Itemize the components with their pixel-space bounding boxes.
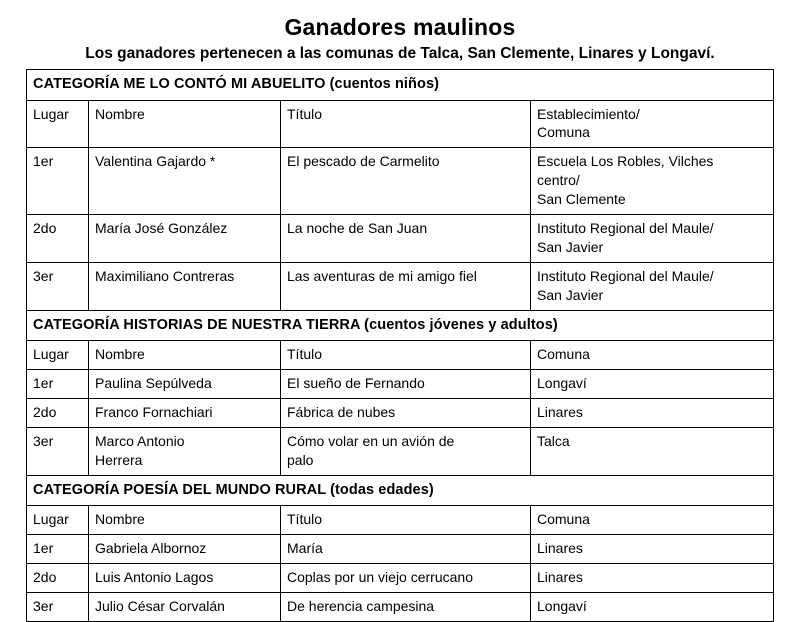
cell-titulo: Coplas por un viejo cerrucano xyxy=(281,563,531,592)
cell-comuna: Talca xyxy=(531,427,774,475)
cell-comuna-line1: Instituto Regional del Maule/ xyxy=(537,220,714,237)
table-row xyxy=(27,563,774,592)
column-header-lugar: Lugar xyxy=(27,506,89,535)
cell-titulo-line1: Cómo volar en un avión de xyxy=(287,432,455,449)
section-heading-row xyxy=(27,70,774,101)
cell-titulo: El sueño de Fernando xyxy=(281,370,531,399)
cell-comuna: Longaví xyxy=(531,592,774,621)
table-row xyxy=(27,592,774,621)
table-row xyxy=(27,427,774,475)
column-header-nombre: Nombre xyxy=(89,341,281,370)
cell-lugar: 1er xyxy=(27,148,89,215)
cell-nombre: Paulina Sepúlveda xyxy=(89,370,281,399)
cell-titulo-line2: palo xyxy=(287,451,314,468)
column-header-line2: Comuna xyxy=(537,124,590,141)
cell-titulo: De herencia campesina xyxy=(281,592,531,621)
section-heading: CATEGORÍA ME LO CONTÓ MI ABUELITO (cuentos niños) xyxy=(27,70,774,101)
cell-nombre: María José González xyxy=(89,215,281,263)
section-heading-row xyxy=(27,475,774,506)
page-title: Ganadores maulinos xyxy=(284,14,516,40)
table-row xyxy=(27,262,774,310)
cell-nombre: Valentina Gajardo * xyxy=(89,148,281,215)
table-row xyxy=(27,370,774,399)
page-subtitle: Los ganadores pertenecen a las comunas de Talca, San Clemente, Linares y Longaví. xyxy=(85,45,715,62)
cell-nombre: Luis Antonio Lagos xyxy=(89,563,281,592)
cell-comuna-line2: San Javier xyxy=(537,286,604,303)
table-header-row xyxy=(27,100,774,148)
table-row xyxy=(27,398,774,427)
cell-titulo: Las aventuras de mi amigo fiel xyxy=(281,262,531,310)
column-header-line1: Establecimiento/ xyxy=(537,105,640,122)
cell-comuna: Linares xyxy=(531,563,774,592)
column-header-comuna: Comuna xyxy=(531,506,774,535)
column-header-titulo: Título xyxy=(281,341,531,370)
winners-table xyxy=(26,69,774,622)
column-header-lugar: Lugar xyxy=(27,100,89,148)
cell-nombre: Franco Fornachiari xyxy=(89,398,281,427)
cell-comuna: Longaví xyxy=(531,370,774,399)
cell-comuna xyxy=(531,148,774,215)
cell-comuna-line2: San Javier xyxy=(537,238,604,255)
cell-comuna: Linares xyxy=(531,398,774,427)
cell-nombre: Maximiliano Contreras xyxy=(89,262,281,310)
column-header-titulo: Título xyxy=(281,506,531,535)
column-header-titulo: Título xyxy=(281,100,531,148)
column-header-establecimiento-comuna xyxy=(531,100,774,148)
cell-titulo: La noche de San Juan xyxy=(281,215,531,263)
cell-lugar: 1er xyxy=(27,535,89,564)
cell-lugar: 2do xyxy=(27,563,89,592)
cell-titulo xyxy=(281,427,531,475)
cell-nombre-line2: Herrera xyxy=(95,451,143,468)
cell-comuna-line1: Escuela Los Robles, Vilches xyxy=(537,153,714,170)
cell-comuna: Linares xyxy=(531,535,774,564)
cell-nombre: Gabriela Albornoz xyxy=(89,535,281,564)
cell-lugar: 2do xyxy=(27,398,89,427)
cell-comuna-line1: Instituto Regional del Maule/ xyxy=(537,267,714,284)
cell-nombre xyxy=(89,427,281,475)
cell-titulo: Fábrica de nubes xyxy=(281,398,531,427)
cell-lugar: 3er xyxy=(27,427,89,475)
cell-nombre-line1: Marco Antonio xyxy=(95,432,185,449)
table-header-row xyxy=(27,341,774,370)
cell-titulo: El pescado de Carmelito xyxy=(281,148,531,215)
cell-lugar: 2do xyxy=(27,215,89,263)
cell-comuna xyxy=(531,262,774,310)
cell-lugar: 3er xyxy=(27,592,89,621)
table-row xyxy=(27,148,774,215)
section-heading-row xyxy=(27,310,774,341)
cell-comuna-line3: San Clemente xyxy=(537,191,626,208)
cell-comuna xyxy=(531,215,774,263)
cell-lugar: 1er xyxy=(27,370,89,399)
table-header-row xyxy=(27,506,774,535)
table-row xyxy=(27,215,774,263)
cell-titulo: María xyxy=(281,535,531,564)
column-header-nombre: Nombre xyxy=(89,506,281,535)
column-header-nombre: Nombre xyxy=(89,100,281,148)
cell-comuna-line2: centro/ xyxy=(537,172,580,189)
table-row xyxy=(27,535,774,564)
section-heading: CATEGORÍA POESÍA DEL MUNDO RURAL (todas edades) xyxy=(27,475,774,506)
column-header-comuna: Comuna xyxy=(531,341,774,370)
cell-lugar: 3er xyxy=(27,262,89,310)
section-heading: CATEGORÍA HISTORIAS DE NUESTRA TIERRA (cuentos jóvenes y adultos) xyxy=(27,310,774,341)
column-header-lugar: Lugar xyxy=(27,341,89,370)
cell-nombre: Julio César Corvalán xyxy=(89,592,281,621)
